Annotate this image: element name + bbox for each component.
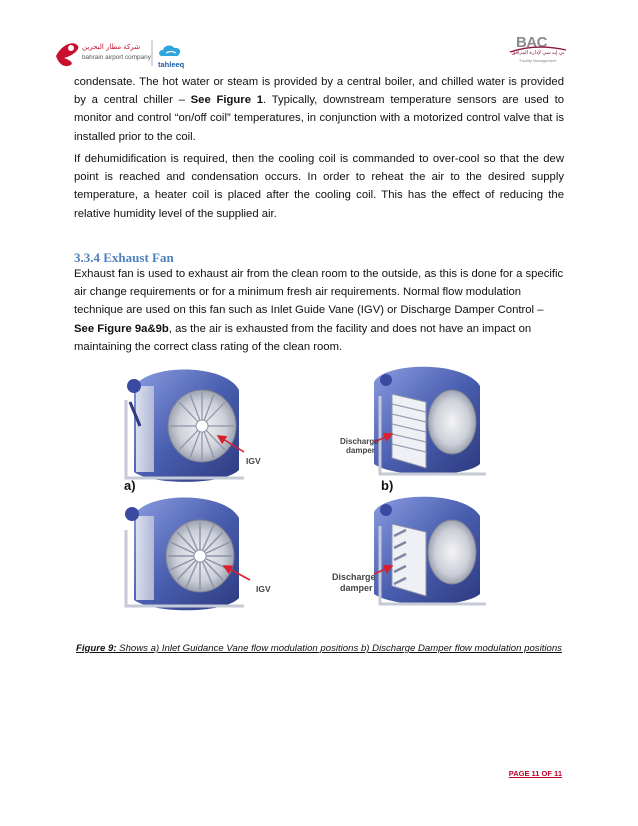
- paragraph-3-text-a: Exhaust fan is used to exhaust air from the clean room to the outside, as this is done for a specific air change requirements or for a minimum fresh air requirements. Normal flow modulation technique are used on this fan such as Inlet Guide Vane (IGV) or Discharge Damper Control –: [74, 268, 564, 317]
- section-heading: [74, 250, 564, 266]
- fan-a-bottom: [125, 498, 250, 611]
- paragraph-2: [74, 150, 564, 223]
- page-header: [0, 0, 638, 76]
- discharge-label-bottom-1: Discharge: [332, 572, 376, 582]
- bac-sub: Facility Management: [519, 58, 557, 63]
- figure-label-a: a): [124, 478, 136, 493]
- caption-label: Figure 9:: [76, 643, 117, 654]
- paragraph-2-text: If dehumidification is required, then the cooling coil is commanded to over-cool so that the dew point is reached and condensation occurs. In order to reheat the air to the desired supply temperature, a heater coil is placed after the cooling coil. This has the effect of reducing the relative humidity level of the supplied air.: [74, 153, 564, 220]
- bac-arabic: بي إيه سي لإدارة المرافق: [511, 50, 565, 56]
- airport-company-name: bahrain airport company: [82, 54, 151, 61]
- figure-9: [74, 360, 564, 630]
- see-figure-1-ref: See Figure 1: [190, 94, 264, 107]
- bac-name: BAC: [516, 34, 547, 51]
- caption-text: Shows a) Inlet Guidance Vane flow modulation positions b) Discharge Damper flow modulation positions: [116, 643, 562, 654]
- paragraph-3: [74, 265, 564, 356]
- cloud-icon: [159, 46, 180, 56]
- igv-label-bottom: IGV: [256, 584, 271, 594]
- fan-b-bottom: [374, 497, 486, 605]
- bahrain-airport-tahleeq-logo: [52, 36, 202, 70]
- discharge-label-top-2: damper: [346, 446, 375, 455]
- airport-company-arabic: شركة مطار البحرين: [82, 43, 141, 51]
- see-figure-9-ref: See Figure 9a&9b: [74, 322, 169, 335]
- airplane-icon: [56, 43, 78, 66]
- paragraph-3-text-c: , as the air is exhausted from the facility and does not have an impact on maintaining the correct class rating of the clean room.: [74, 322, 532, 353]
- figure-caption: [0, 643, 638, 654]
- section-title: 3.3.4 Exhaust Fan: [74, 250, 174, 265]
- page-number: PAGE 11 OF 11: [508, 769, 562, 778]
- fan-a-top: [126, 370, 244, 482]
- tahleeq-name: tahleeq: [158, 60, 185, 69]
- figure-label-b: b): [381, 478, 394, 493]
- fan-b-top: [374, 367, 486, 475]
- bac-logo: [508, 34, 568, 72]
- discharge-label-top-1: Discharge: [340, 437, 379, 446]
- fan-illustrations: [74, 360, 564, 630]
- paragraph-1-text-a: condensate. The hot water or steam is provided by a central boiler, and chilled water is provided by a central chiller –: [74, 76, 564, 107]
- paragraph-1: [74, 73, 564, 146]
- igv-label-top: IGV: [246, 456, 261, 466]
- paragraph-1-text-c: . Typically, downstream temperature sensors are used to monitor and control “on/off coil” temperatures, in conjunction with a motorized control valve that is installed prior to the coil.: [74, 94, 564, 143]
- discharge-label-bottom-2: damper: [340, 583, 373, 593]
